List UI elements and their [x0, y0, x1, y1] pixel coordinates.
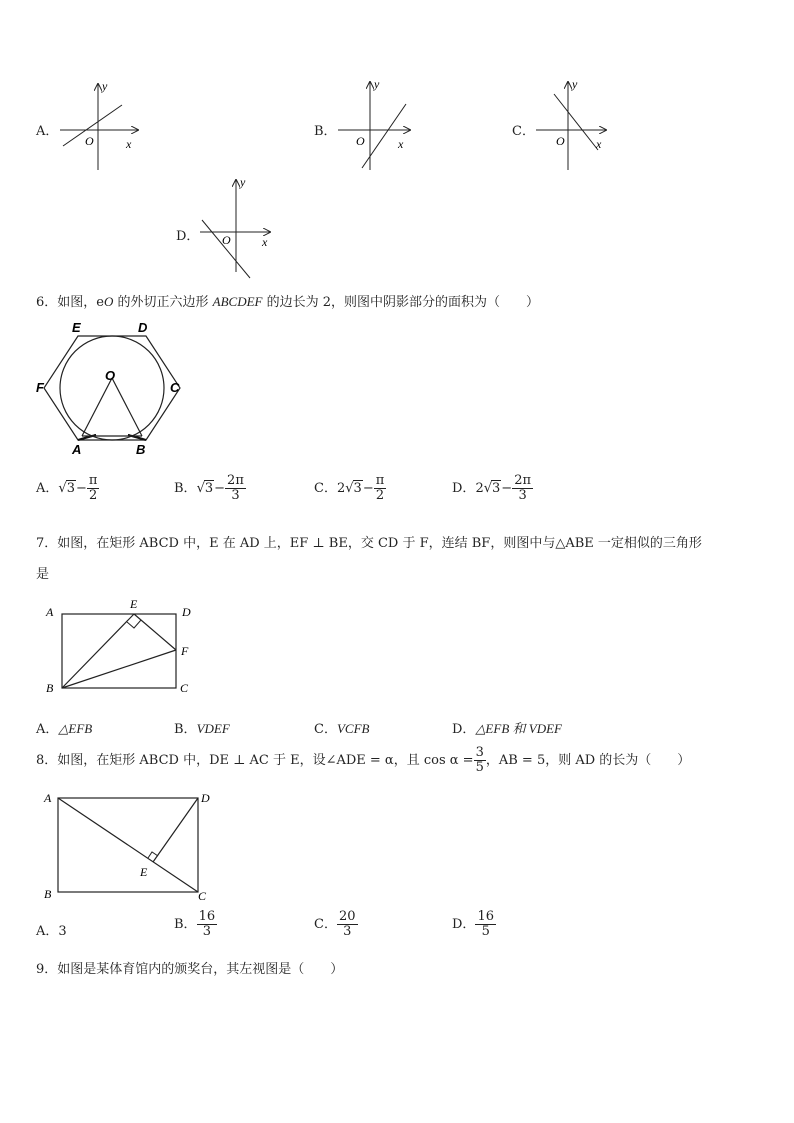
q8-label-b: B	[44, 887, 52, 901]
q5-d-y-label: y	[240, 175, 246, 189]
q6-question	[36, 291, 539, 310]
q6-option-c[interactable]: C．2√3− $\frac{\pi}{2}$	[314, 473, 385, 503]
q8-option-a-text: 3	[58, 924, 67, 939]
q7-rectangle	[62, 614, 176, 688]
q7-option-c-label: C．	[314, 722, 337, 737]
q5-graph-d	[196, 176, 296, 286]
q5-a-y-label: y	[102, 79, 108, 93]
q5-b-o-label: O	[356, 134, 365, 148]
q5-option-b-label[interactable]: B．	[314, 124, 337, 139]
q6-circle-symbol: e	[96, 295, 104, 310]
q7-option-a[interactable]	[36, 718, 92, 737]
q8-option-c-frac	[337, 910, 358, 939]
q5-a-x-label: x	[126, 137, 132, 151]
q8-label-a: A	[44, 791, 52, 805]
q7-line-bf	[62, 650, 176, 688]
q6-circle	[60, 336, 164, 440]
q6-option-d-minus: −	[501, 481, 513, 496]
q7-rectangle-figure	[40, 598, 210, 698]
q7-option-d-label: D．	[452, 722, 476, 737]
q5-d-line	[202, 220, 250, 278]
q6-line-oa	[82, 378, 112, 436]
q6-label-o: O	[105, 368, 116, 383]
q8-option-d[interactable]	[452, 910, 496, 939]
q8-option-c[interactable]	[314, 910, 358, 939]
q6-hexagon	[44, 336, 180, 440]
q6-option-c-rad: 3	[353, 481, 362, 496]
q6-option-b-frac	[225, 474, 246, 503]
q8-label-c: C	[198, 889, 207, 903]
q6-option-d-den: 3	[518, 488, 527, 503]
q5-c-y-label: y	[572, 77, 578, 91]
q6-option-a-label: A．	[36, 481, 59, 496]
q7-option-c[interactable]	[314, 718, 369, 737]
q8-frac-den: 5	[475, 760, 484, 775]
q7-line-ef	[134, 614, 176, 650]
q6-option-a-rad: 3	[66, 481, 75, 496]
q6-option-a-frac	[87, 474, 100, 503]
q7-label-c: C	[180, 681, 189, 695]
q6-option-b-num: 2π	[227, 473, 244, 488]
q6-option-b-den: 3	[231, 488, 240, 503]
q6-hex: ABCDEF	[212, 294, 263, 309]
q6-option-a-minus: −	[75, 481, 87, 496]
q8-option-c-label: C．	[314, 917, 337, 932]
q5-option-c-label[interactable]: C．	[512, 124, 535, 139]
q6-option-d-num: 2π	[514, 473, 532, 488]
q6-option-b-minus: −	[214, 481, 226, 496]
q7-label-a: A	[46, 605, 54, 619]
q8-frac-num: 3	[475, 745, 484, 760]
q6-option-d-rad: 3	[492, 481, 501, 496]
q6-hexagon-figure	[36, 316, 196, 456]
q8-cos-frac	[474, 746, 486, 775]
q6-label-f: F	[36, 380, 44, 395]
q8-option-b[interactable]	[174, 910, 217, 939]
q6-option-b[interactable]: B．√3− $\frac{2\pi}{3}$	[174, 473, 244, 503]
q6-option-c-coef: 2	[336, 481, 346, 496]
q6-option-d-label: D．	[452, 481, 476, 496]
q8-option-d-label: D．	[452, 917, 476, 932]
q7-question-line1: 7．如图，在矩形 ABCD 中，E 在 AD 上，EF ⊥ BE，交 CD 于 F，连结 BF，则图中与△ABE 一定相似的三角形	[36, 536, 702, 551]
q8-option-b-frac	[197, 910, 218, 939]
q6-option-c-num: π	[375, 473, 385, 488]
q5-graph-b	[332, 78, 432, 178]
q5-option-d-label[interactable]: D．	[176, 229, 200, 244]
q5-graph-a	[60, 80, 160, 180]
q5-c-x-label: x	[596, 137, 602, 151]
q6-label-e: E	[72, 320, 81, 335]
q6-option-c-label: C．	[314, 481, 337, 496]
q6-mid: 的外切正六边形	[113, 295, 213, 310]
q8-line-de	[153, 798, 198, 862]
q7-option-b-label: B．	[174, 722, 197, 737]
q7-label-f: F	[181, 644, 189, 658]
q6-line-ob	[112, 378, 142, 436]
q8-line-ac	[58, 798, 198, 892]
q6-option-d[interactable]: D．2√3− $\frac{2\pi}{3}$	[452, 473, 532, 503]
q5-b-x-label: x	[398, 137, 404, 151]
q8-part1: 8．如图，在矩形 ABCD 中，DE ⊥ AC 于 E，设∠ADE = α，且 cos α =	[36, 753, 474, 768]
q6-label-c: C	[170, 380, 180, 395]
q9-question: 9．如图是某体育馆内的颁奖台，其左视图是（ ）	[36, 962, 344, 977]
q6-prefix: 6．如图，	[36, 295, 97, 310]
q8-question	[36, 746, 690, 775]
q6-label-d: D	[138, 320, 148, 335]
q6-option-a[interactable]: A．√3− $\frac{\pi}{2}$	[36, 473, 98, 503]
q6-o: O	[103, 294, 114, 309]
q8-option-d-num: 16	[477, 909, 494, 924]
q7-option-b[interactable]	[174, 718, 230, 737]
q8-part2: ，AB = 5，则 AD 的长为（ ）	[485, 753, 691, 768]
q5-d-o-label: O	[222, 233, 231, 247]
q6-label-b: B	[136, 442, 146, 457]
q6-option-a-num: π	[88, 473, 98, 488]
q5-graph-c	[532, 78, 632, 178]
q6-option-c-den: 2	[375, 488, 385, 503]
q6-option-d-frac	[512, 474, 533, 503]
q6-option-d-coef: 2	[475, 481, 484, 496]
q7-option-a-label: A．	[36, 722, 59, 737]
q8-option-a[interactable]	[36, 920, 67, 939]
q6-option-a-den: 2	[89, 488, 98, 503]
q7-label-e: E	[130, 597, 138, 611]
q6-option-c-minus: −	[362, 481, 374, 496]
q7-label-d: D	[182, 605, 191, 619]
q8-option-d-den: 5	[481, 924, 490, 939]
q6-suffix: 的边长为 2，则图中阴影部分的面积为（ ）	[262, 295, 540, 310]
q8-option-b-den: 3	[202, 924, 211, 939]
q7-option-a-text: △EFB	[58, 721, 93, 736]
q5-b-line	[362, 104, 406, 168]
q5-option-a-label[interactable]: A．	[36, 124, 59, 139]
q7-line-be	[62, 614, 134, 688]
q6-label-a: A	[72, 442, 82, 457]
q6-option-b-label: B．	[174, 481, 197, 496]
q7-option-b-text: VDEF	[196, 721, 230, 736]
q6-option-b-rad: 3	[204, 481, 214, 496]
q7-option-c-text: VCFB	[336, 721, 370, 736]
q8-option-b-num: 16	[198, 909, 216, 924]
q8-option-c-den: 3	[343, 924, 352, 939]
q8-option-b-label: B．	[174, 917, 197, 932]
q8-option-d-frac	[475, 910, 496, 939]
q7-label-b: B	[46, 681, 54, 695]
q8-option-c-num: 20	[338, 909, 356, 924]
q5-c-o-label: O	[556, 134, 565, 148]
q6-option-c-frac	[374, 474, 387, 503]
q8-rectangle-figure	[40, 788, 230, 903]
q7-question-line2: 是	[36, 567, 50, 582]
q8-label-e: E	[140, 865, 148, 879]
q7-right-angle	[127, 620, 141, 628]
q5-b-y-label: y	[374, 77, 380, 91]
q8-label-d: D	[201, 791, 210, 805]
q5-a-o-label: O	[85, 134, 94, 148]
q7-option-d[interactable]	[452, 718, 562, 737]
q5-d-x-label: x	[262, 235, 268, 249]
q7-option-d-text: △EFB 和 VDEF	[475, 721, 562, 736]
q8-option-a-label: A．	[36, 924, 59, 939]
